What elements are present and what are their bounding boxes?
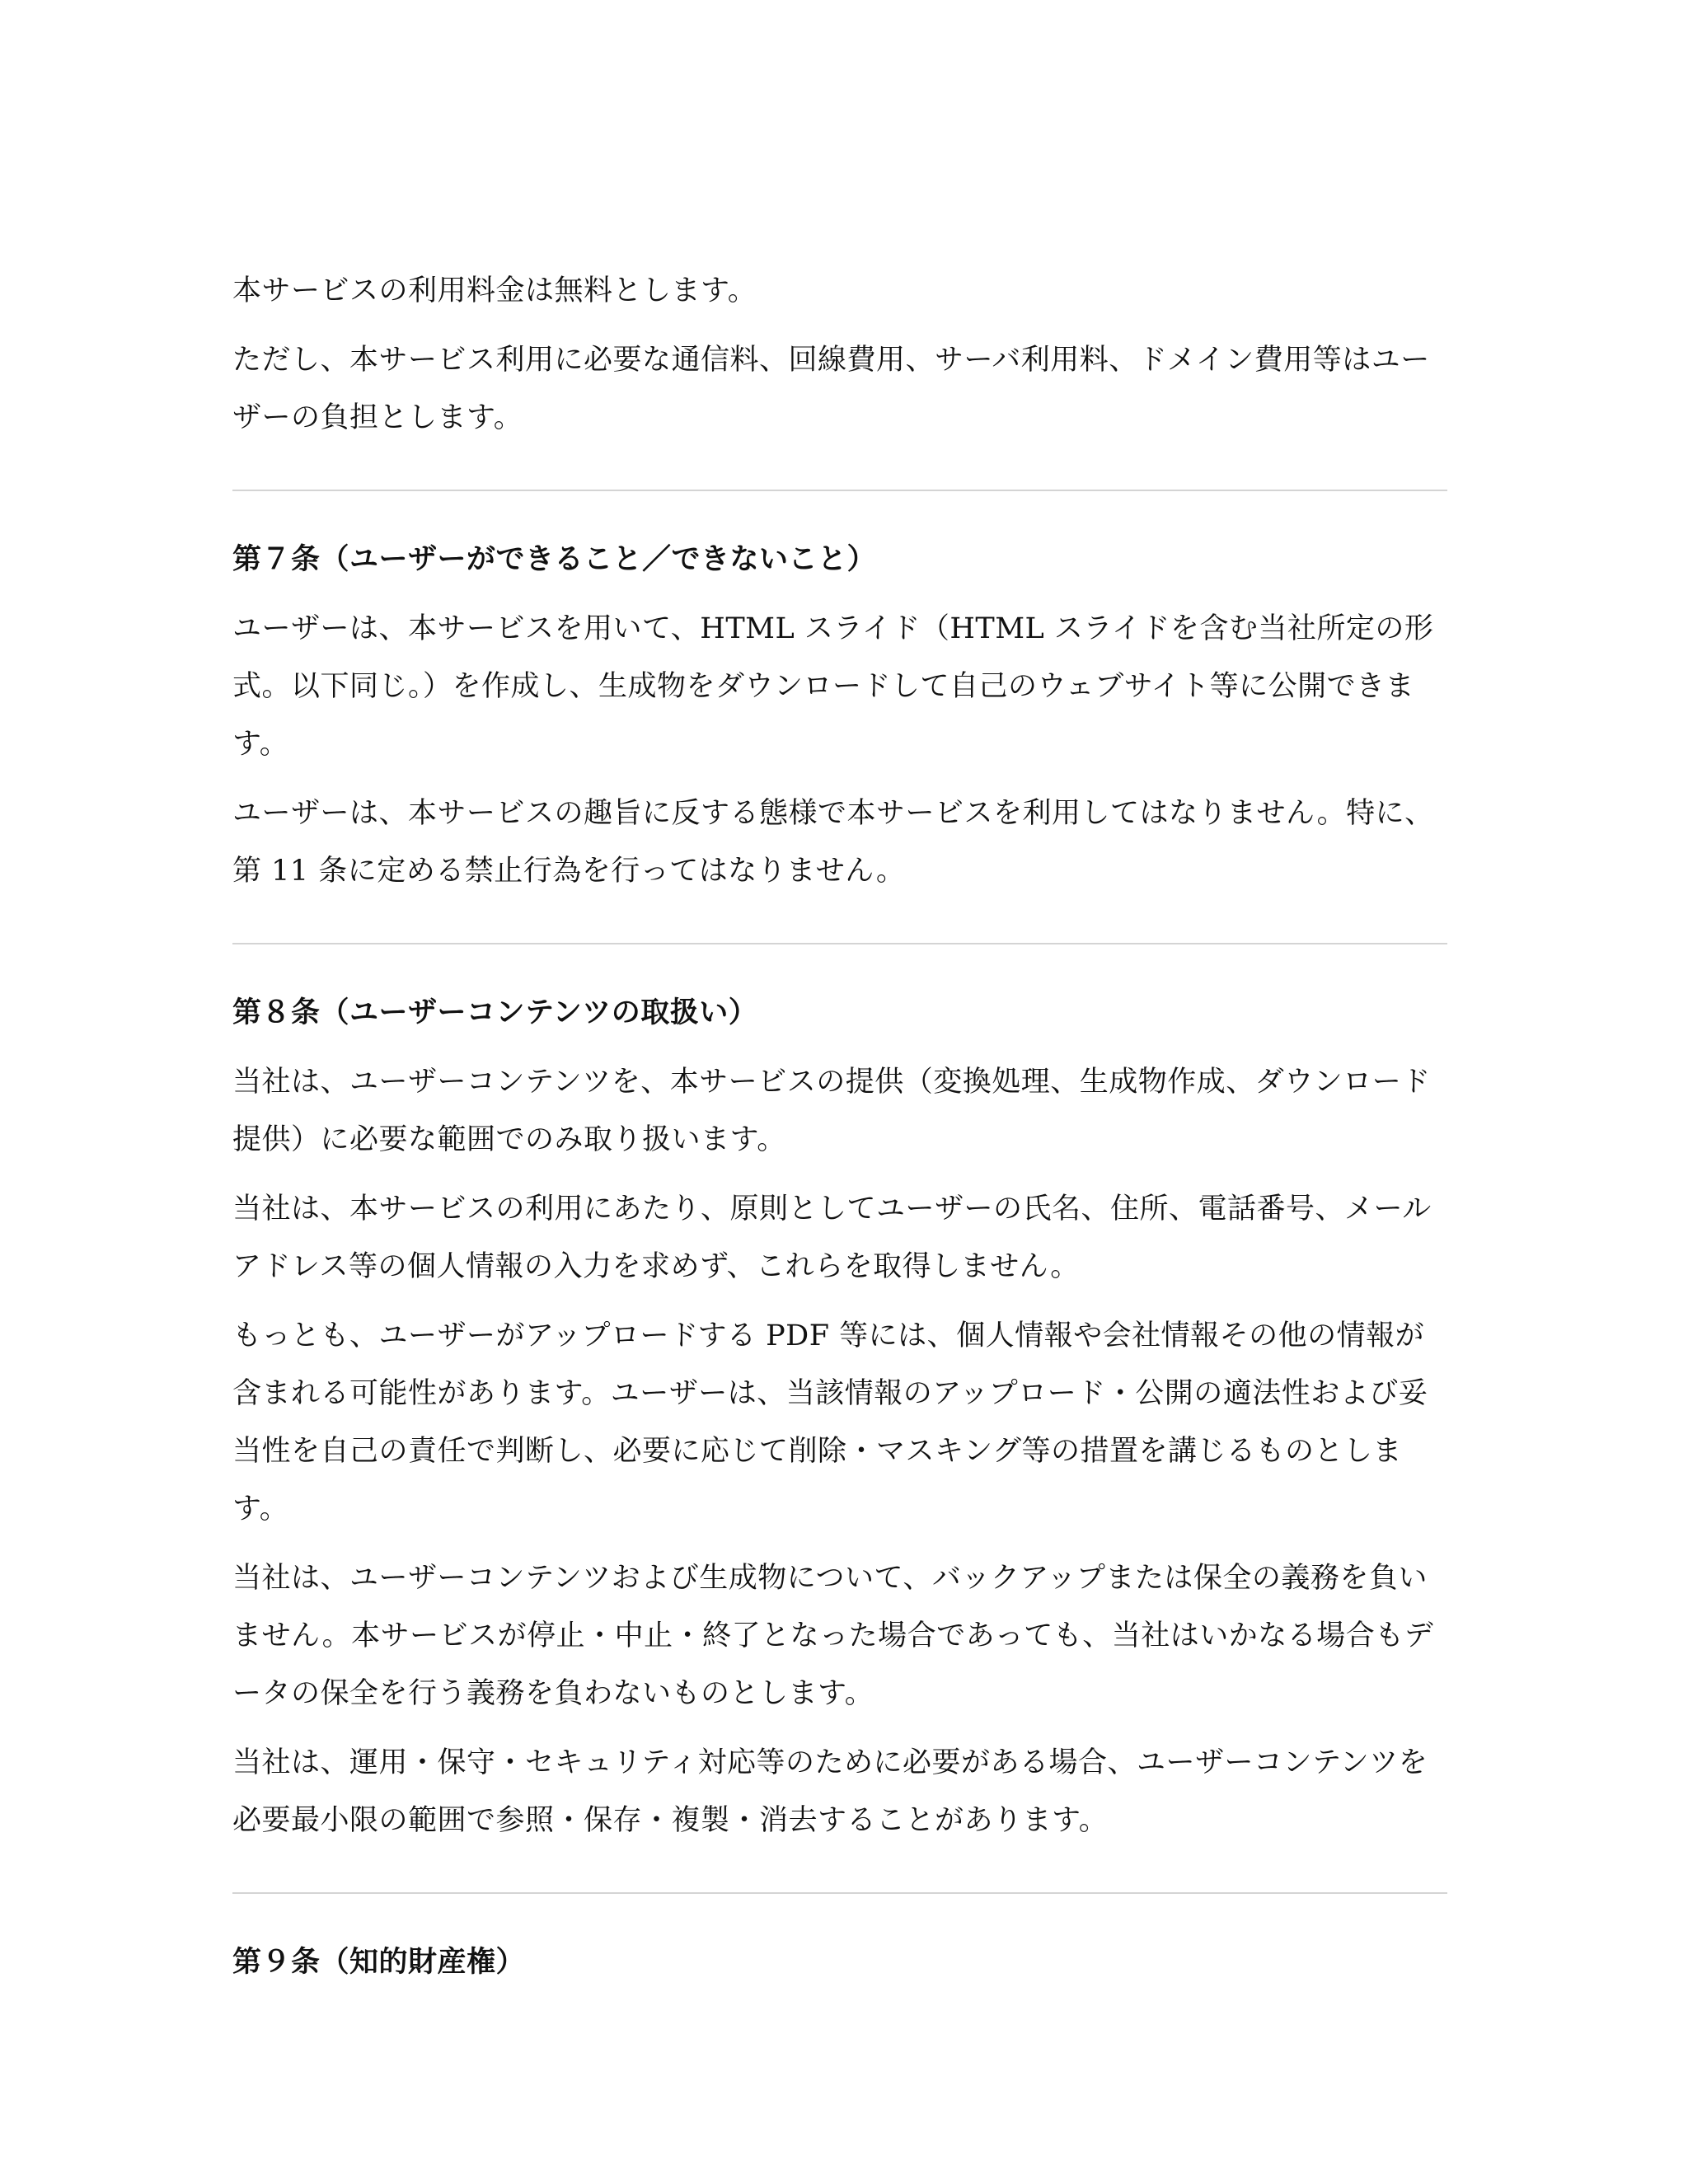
article-8-paragraph-2: 当社は、本サービスの利用にあたり、原則としてユーザーの氏名、住所、電話番号、メールアドレス等の個人情報の入力を求めず、これらを取得しません。 xyxy=(232,1193,1432,1283)
article-7-paragraph-2: ユーザーは、本サービスの趣旨に反する態様で本サービスを利用してはなりません。特に、第 11 条に定める禁止行為を行ってはなりません。 xyxy=(232,797,1434,888)
paragraph-user-costs: ただし、本サービス利用に必要な通信料、回線費用、サーバ利用料、ドメイン費用等はユーザーの負担とします。 xyxy=(232,344,1430,434)
article-9-heading: 第９条（知的財産権） xyxy=(232,1945,526,1979)
intro-section xyxy=(232,262,1447,447)
article-8 xyxy=(232,984,1447,1849)
section-divider xyxy=(232,943,1447,944)
article-8-paragraph-1: 当社は、ユーザーコンテンツを、本サービスの提供（変換処理、生成物作成、ダウンロード提供）に必要な範囲でのみ取り扱います。 xyxy=(232,1066,1431,1156)
section-divider xyxy=(232,1892,1447,1894)
article-7 xyxy=(232,531,1447,900)
document-page xyxy=(232,262,1447,2003)
article-7-heading: 第７条（ユーザーができること／できないこと） xyxy=(232,542,877,576)
paragraph-fee-free: 本サービスの利用料金は無料とします。 xyxy=(232,274,757,307)
article-8-paragraph-3: もっとも、ユーザーがアップロードする PDF 等には、個人情報や会社情報その他の情報が含まれる可能性があります。ユーザーは、当該情報のアップロード・公開の適法性および妥当性を自己の責任で判断し、必要に応じて削除・マスキング等の措置を講じるものとします。 xyxy=(232,1319,1428,1526)
article-8-paragraph-5: 当社は、運用・保守・セキュリティ対応等のために必要がある場合、ユーザーコンテンツを必要最小限の範囲で参照・保存・複製・消去することがあります。 xyxy=(232,1746,1428,1837)
article-9 xyxy=(232,1933,1447,1991)
article-8-heading: 第８条（ユーザーコンテンツの取扱い） xyxy=(232,996,758,1029)
section-divider xyxy=(232,490,1447,491)
article-7-paragraph-1: ユーザーは、本サービスを用いて、HTML スライド（HTML スライドを含む当社所定の形式。以下同じ。）を作成し、生成物をダウンロードして自己のウェブサイト等に公開できます。 xyxy=(232,612,1434,761)
article-8-paragraph-4: 当社は、ユーザーコンテンツおよび生成物について、バックアップまたは保全の義務を負いません。本サービスが停止・中止・終了となった場合であっても、当社はいかなる場合もデータの保全を行う義務を負わないものとします。 xyxy=(232,1562,1434,1710)
